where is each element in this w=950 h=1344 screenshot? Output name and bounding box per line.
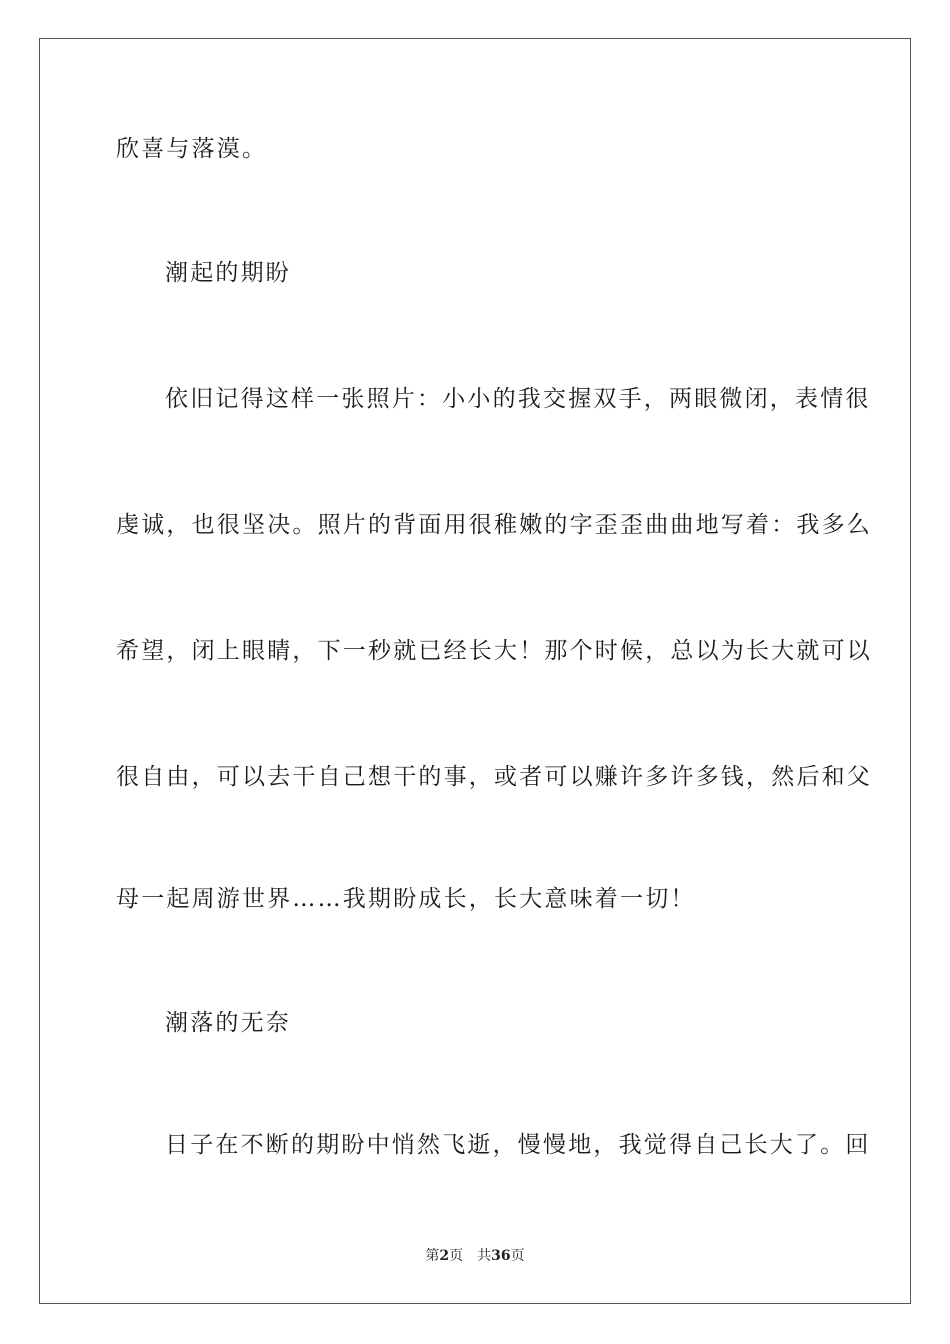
- total-suffix: 页: [510, 1248, 525, 1264]
- total-prefix: 共: [477, 1248, 492, 1264]
- page-footer: [0, 1246, 950, 1266]
- total-pages: 36: [491, 1248, 511, 1264]
- paragraph-line: 虔诚，也很坚决。照片的背面用很稚嫩的字歪歪曲曲地写着：我多么: [116, 512, 872, 538]
- paragraph-line: 欣喜与落漠。: [116, 136, 268, 162]
- page-number: 2: [439, 1248, 450, 1264]
- page-border: [39, 38, 911, 1304]
- paragraph-line: 很自由，可以去干自己想干的事，或者可以赚许多许多钱，然后和父: [116, 764, 872, 790]
- section-heading: 潮起的期盼: [165, 260, 291, 286]
- page-suffix: 页: [449, 1248, 464, 1264]
- paragraph-line: 母一起周游世界……我期盼成长，长大意味着一切！: [116, 886, 696, 912]
- section-heading: 潮落的无奈: [165, 1010, 291, 1036]
- page-prefix: 第: [425, 1248, 440, 1264]
- paragraph-line: 日子在不断的期盼中悄然飞逝，慢慢地，我觉得自己长大了。回: [165, 1132, 871, 1158]
- paragraph-line: 依旧记得这样一张照片：小小的我交握双手，两眼微闭，表情很: [165, 386, 871, 412]
- paragraph-line: 希望，闭上眼睛，下一秒就已经长大！那个时候，总以为长大就可以: [116, 638, 872, 664]
